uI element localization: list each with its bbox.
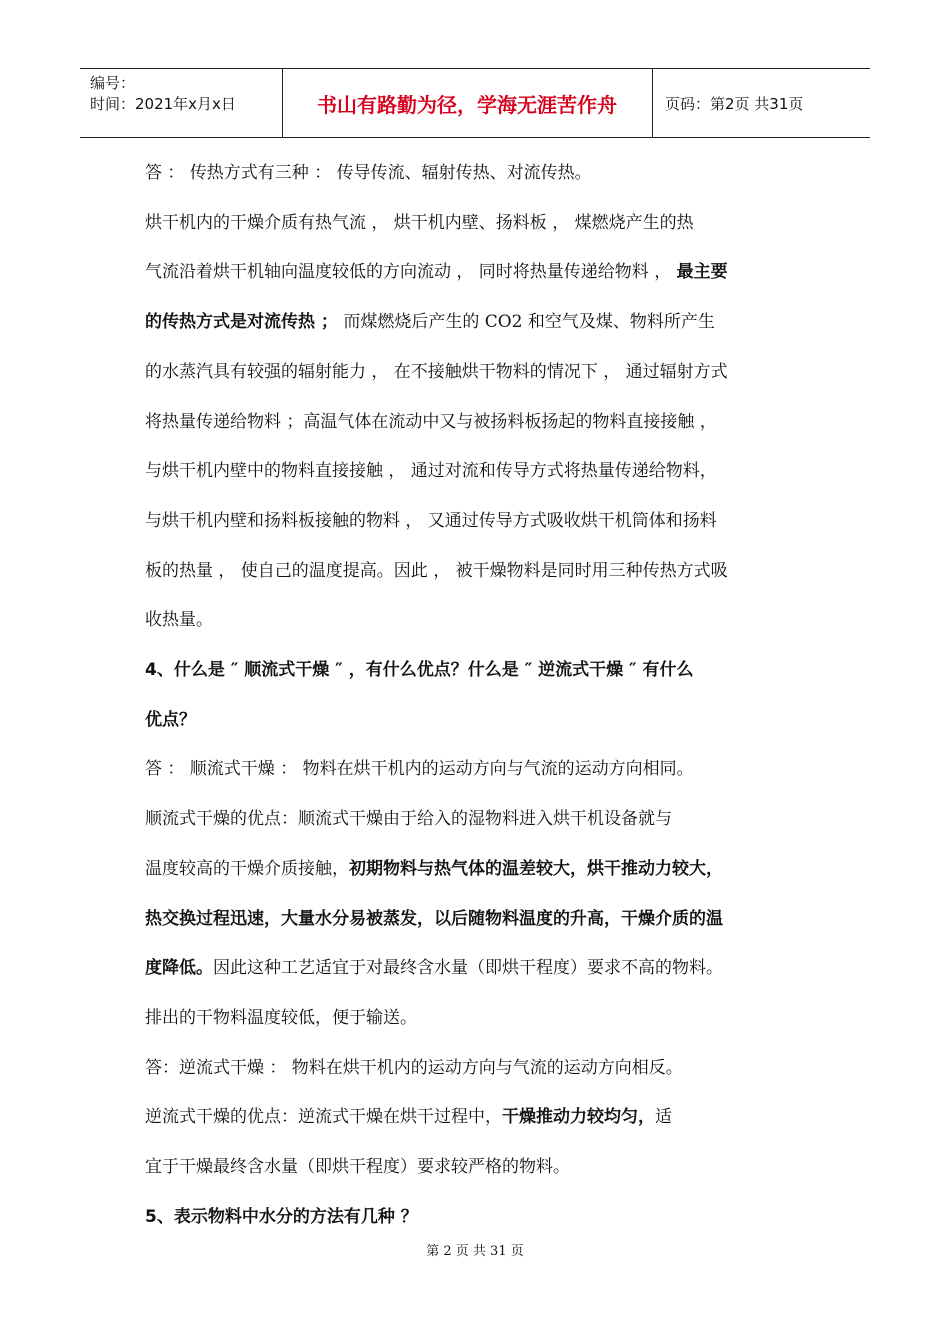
- text-line: [145, 1142, 807, 1192]
- text-segment: 将热量传递给物料 ；高温气体在流动中又与被扬料板扬起的物料直接接触 ，: [145, 411, 717, 432]
- number-label: 编号：: [90, 74, 136, 92]
- text-line: [145, 993, 807, 1043]
- bold-text-segment: 优点？: [145, 709, 196, 730]
- header-divider-2: [652, 69, 653, 137]
- bold-text-segment: 初期物料与热气体的温差较大，烘干推动力较大，: [349, 858, 723, 879]
- text-segment: 排出的干物料温度较低，便于输送。: [145, 1007, 417, 1028]
- text-line: [145, 695, 807, 745]
- bold-text-segment: 4、什么是 ″ 顺流式干燥 ″ ，有什么优点？什么是 ″ 逆流式干燥 ″ 有什么: [145, 660, 694, 680]
- text-segment: 与烘干机内壁和扬料板接触的物料 ， 又通过传导方式吸收烘干机筒体和扬料: [145, 510, 717, 531]
- text-segment: 因此这种工艺适宜于对最终含水量（即烘干程度）要求不高的物料。: [213, 958, 723, 979]
- text-segment: 与烘干机内壁中的物料直接接触 ， 通过对流和传导方式将热量传递给物料，: [145, 461, 717, 482]
- text-segment: 收热量。: [145, 610, 213, 631]
- text-line: [145, 496, 807, 546]
- text-segment: 气流沿着烘干机轴向温度较低的方向流动 ， 同时将热量传递给物料 ，: [145, 262, 677, 283]
- text-segment: 逆流式干燥的优点：逆流式干燥在烘干过程中，: [145, 1107, 502, 1128]
- text-line: [145, 247, 807, 297]
- text-segment: 板的热量 ， 使自己的温度提高。因此 ， 被干燥物料是同时用三种传热方式吸: [145, 560, 728, 581]
- bold-text-segment: 热交换过程迅速，大量水分易被蒸发，以后随物料温度的升高，干燥介质的温: [145, 908, 723, 929]
- text-line: [145, 198, 807, 248]
- text-line: [145, 1192, 807, 1242]
- text-line: [145, 1092, 807, 1142]
- header-motto: 书山有路勤为径，学海无涯苦作舟: [317, 92, 617, 117]
- text-segment: 烘干机内的干燥介质有热气流 ， 烘干机内壁、扬料板 ， 煤燃烧产生的热: [145, 212, 694, 233]
- text-line: [145, 1043, 807, 1093]
- bold-text-segment: 5、表示物料中水分的方法有几种 ？: [145, 1206, 418, 1227]
- text-line: [145, 794, 807, 844]
- header-meta: [90, 73, 236, 115]
- text-line: [145, 645, 807, 695]
- bold-text-segment: 最主要: [676, 262, 728, 283]
- time-label: 时间：2021年x月x日: [90, 95, 236, 113]
- text-segment: 温度较高的干燥介质接触，: [145, 858, 349, 879]
- text-segment: 而煤燃烧后产生的 CO2 和空气及煤、物料所产生: [337, 312, 715, 333]
- text-line: [145, 297, 807, 347]
- text-segment: 答 ： 传热方式有三种 ： 传导传流、辐射传热、对流传热。: [145, 163, 592, 183]
- text-segment: 答 ： 顺流式干燥 ： 物料在烘干机内的运动方向与气流的运动方向相同。: [145, 759, 694, 780]
- text-line: [145, 397, 807, 447]
- text-line: [145, 943, 807, 993]
- text-line: [145, 546, 807, 596]
- text-line: [145, 595, 807, 645]
- text-segment: 的水蒸汽具有较强的辐射能力 ， 在不接触烘干物料的情况下 ， 通过辐射方式: [145, 361, 728, 382]
- text-line: [145, 744, 807, 794]
- text-line: [145, 894, 807, 944]
- bold-text-segment: 干燥推动力较均匀，: [502, 1107, 655, 1128]
- page-footer: 第 2 页 共 31 页: [426, 1244, 524, 1259]
- text-segment: 适: [655, 1107, 672, 1128]
- text-segment: 顺流式干燥的优点：顺流式干燥由于给入的湿物料进入烘干机设备就与: [145, 809, 672, 830]
- header-page-info: 页码：第2页 共31页: [665, 94, 804, 113]
- bold-text-segment: 的传热方式是对流传热 ；: [145, 312, 338, 333]
- text-segment: 答：逆流式干燥 ： 物料在烘干机内的运动方向与气流的运动方向相反。: [145, 1057, 683, 1078]
- text-line: [145, 148, 807, 198]
- text-line: [145, 446, 807, 496]
- text-line: [145, 347, 807, 397]
- text-segment: 宜于干燥最终含水量（即烘干程度）要求较严格的物料。: [145, 1157, 570, 1177]
- text-line: [145, 844, 807, 894]
- bold-text-segment: 度降低。: [145, 958, 213, 979]
- page-header: [80, 68, 870, 138]
